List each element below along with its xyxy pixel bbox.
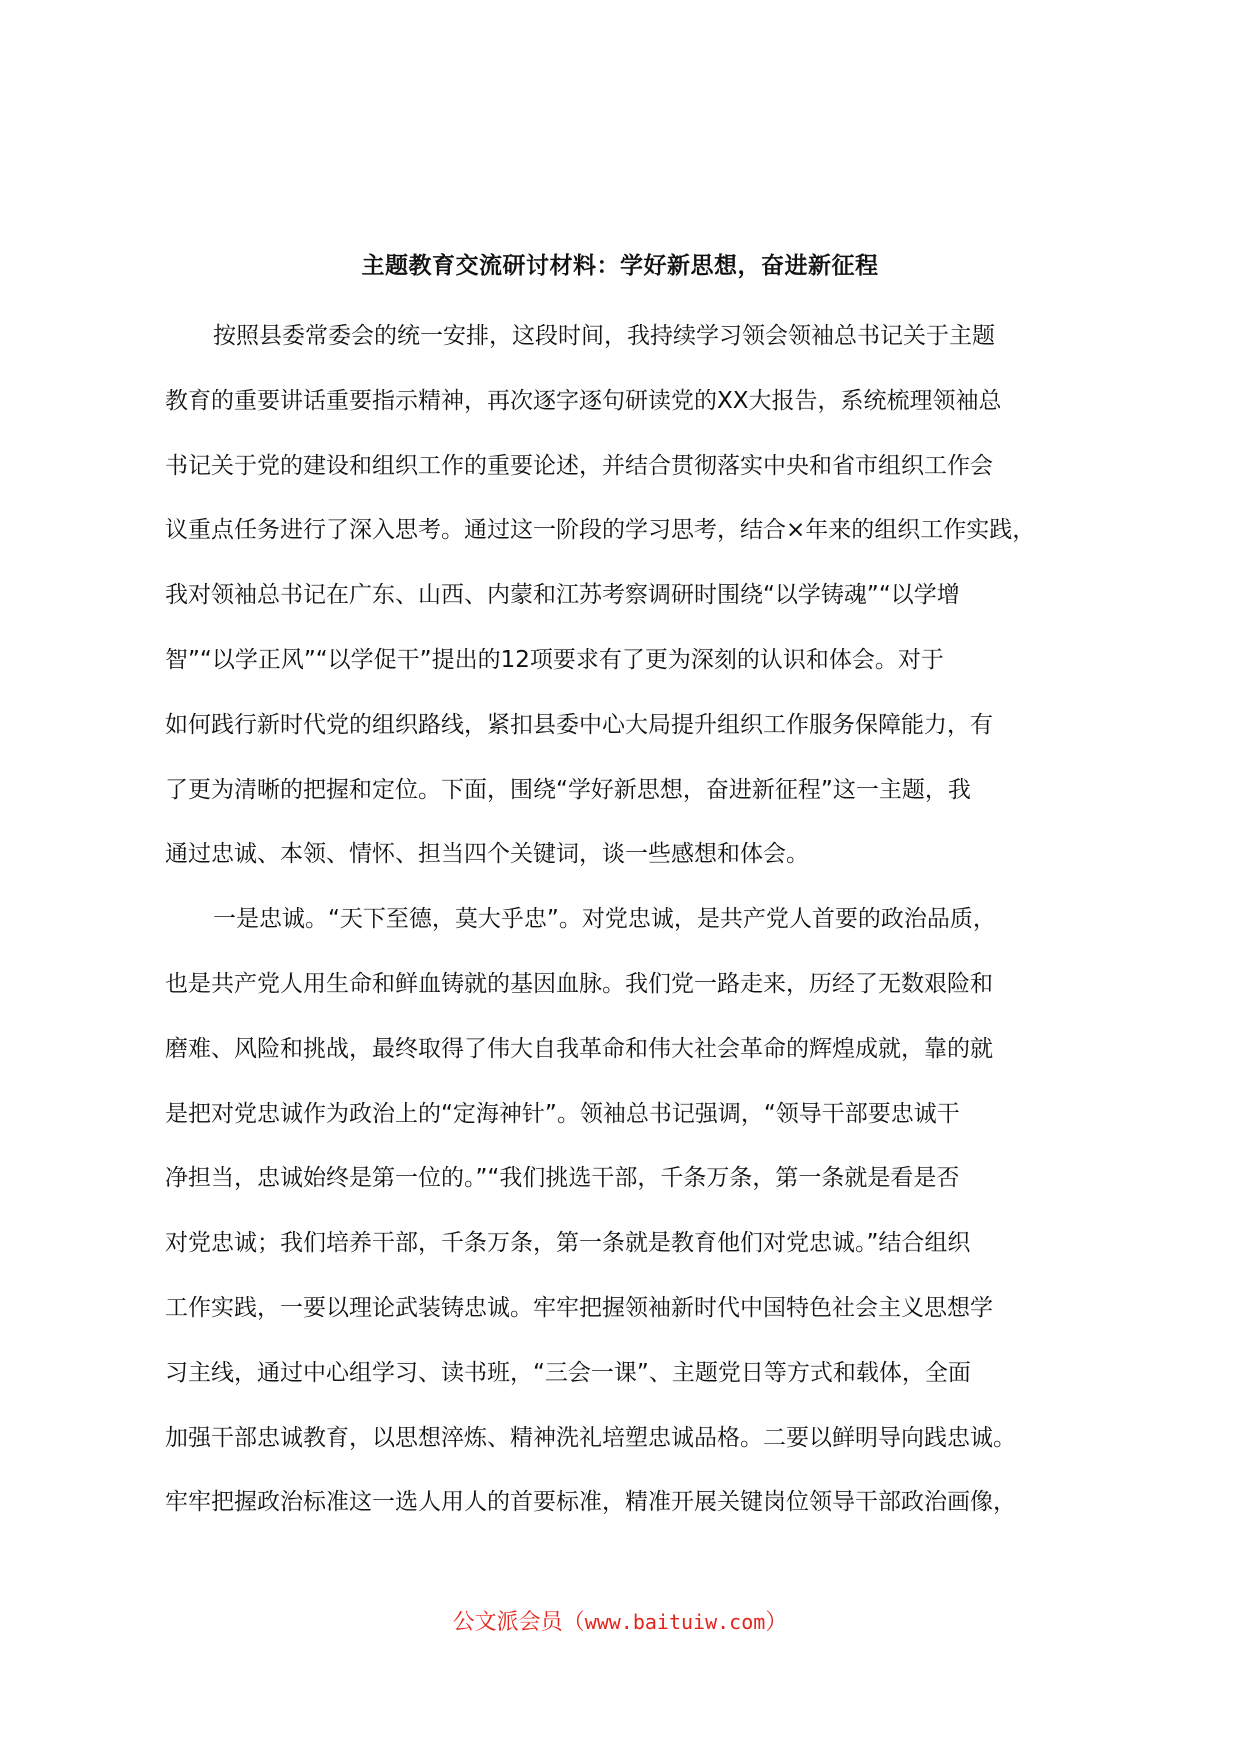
body-line: 工作实践，一要以理论武装铸忠诚。牢牢把握领袖新时代中国特色社会主义思想学: [165, 1294, 993, 1321]
body-line: 书记关于党的建设和组织工作的重要论述，并结合贯彻落实中央和省市组织工作会: [165, 452, 993, 479]
document-title: 主题教育交流研讨材料：学好新思想，奋进新征程: [361, 253, 879, 279]
body-line: 磨难、风险和挑战，最终取得了伟大自我革命和伟大社会革命的辉煌成就，靠的就: [165, 1035, 993, 1062]
document-body: [165, 304, 1105, 1535]
body-line: 了更为清晰的把握和定位。下面，围绕“学好新思想，奋进新征程”这一主题，我: [165, 776, 971, 803]
footer-close-paren: ）: [765, 1610, 788, 1635]
body-line: 一是忠诚。“天下至德，莫大乎忠”。对党忠诚，是共产党人首要的政治品质，: [213, 906, 996, 933]
body-line: 议重点任务进行了深入思考。通过这一阶段的学习思考，结合×年来的组织工作实践，: [165, 517, 1036, 544]
body-line: 教育的重要讲话重要指示精神，再次逐字逐句研读党的XX大报告，系统梳理领袖总: [165, 387, 1002, 414]
body-line: 也是共产党人用生命和鲜血铸就的基因血脉。我们党一路走来，历经了无数艰险和: [165, 970, 993, 997]
footer-open-paren: （: [562, 1610, 585, 1635]
body-line: 是把对党忠诚作为政治上的“定海神针”。领袖总书记强调，“领导干部要忠诚干: [165, 1100, 960, 1127]
footer-watermark: [0, 1604, 1240, 1641]
body-line: 通过忠诚、本领、情怀、担当四个关键词，谈一些感想和体会。: [165, 841, 809, 868]
body-line: 对党忠诚；我们培养干部，千条万条，第一条就是教育他们对党忠诚。”结合组织: [165, 1230, 971, 1257]
body-line: 按照县委常委会的统一安排，这段时间，我持续学习领会领袖总书记关于主题: [213, 323, 995, 349]
footer-url: www.baituiw.com: [584, 1610, 766, 1634]
body-line: 如何践行新时代党的组织路线，紧扣县委中心大局提升组织工作服务保障能力，有: [165, 711, 993, 738]
body-line: 习主线，通过中心组学习、读书班，“三会一课”、主题党日等方式和载体，全面: [165, 1359, 971, 1386]
body-line: 智”“以学正风”“以学促干”提出的12项要求有了更为深刻的认识和体会。对于: [165, 646, 944, 673]
body-line: 净担当，忠诚始终是第一位的。”“我们挑选干部，千条万条，第一条就是看是否: [165, 1165, 960, 1192]
body-line: 牢牢把握政治标准这一选人用人的首要标准，精准开展关键岗位领导干部政治画像，: [165, 1489, 1016, 1516]
footer-brand: 公文派会员: [452, 1610, 563, 1635]
body-line: 我对领袖总书记在广东、山西、内蒙和江苏考察调研时围绕“以学铸魂”“以学增: [165, 582, 960, 609]
body-line: 加强干部忠诚教育，以思想淬炼、精神洗礼培塑忠诚品格。二要以鲜明导向践忠诚。: [165, 1424, 1016, 1451]
